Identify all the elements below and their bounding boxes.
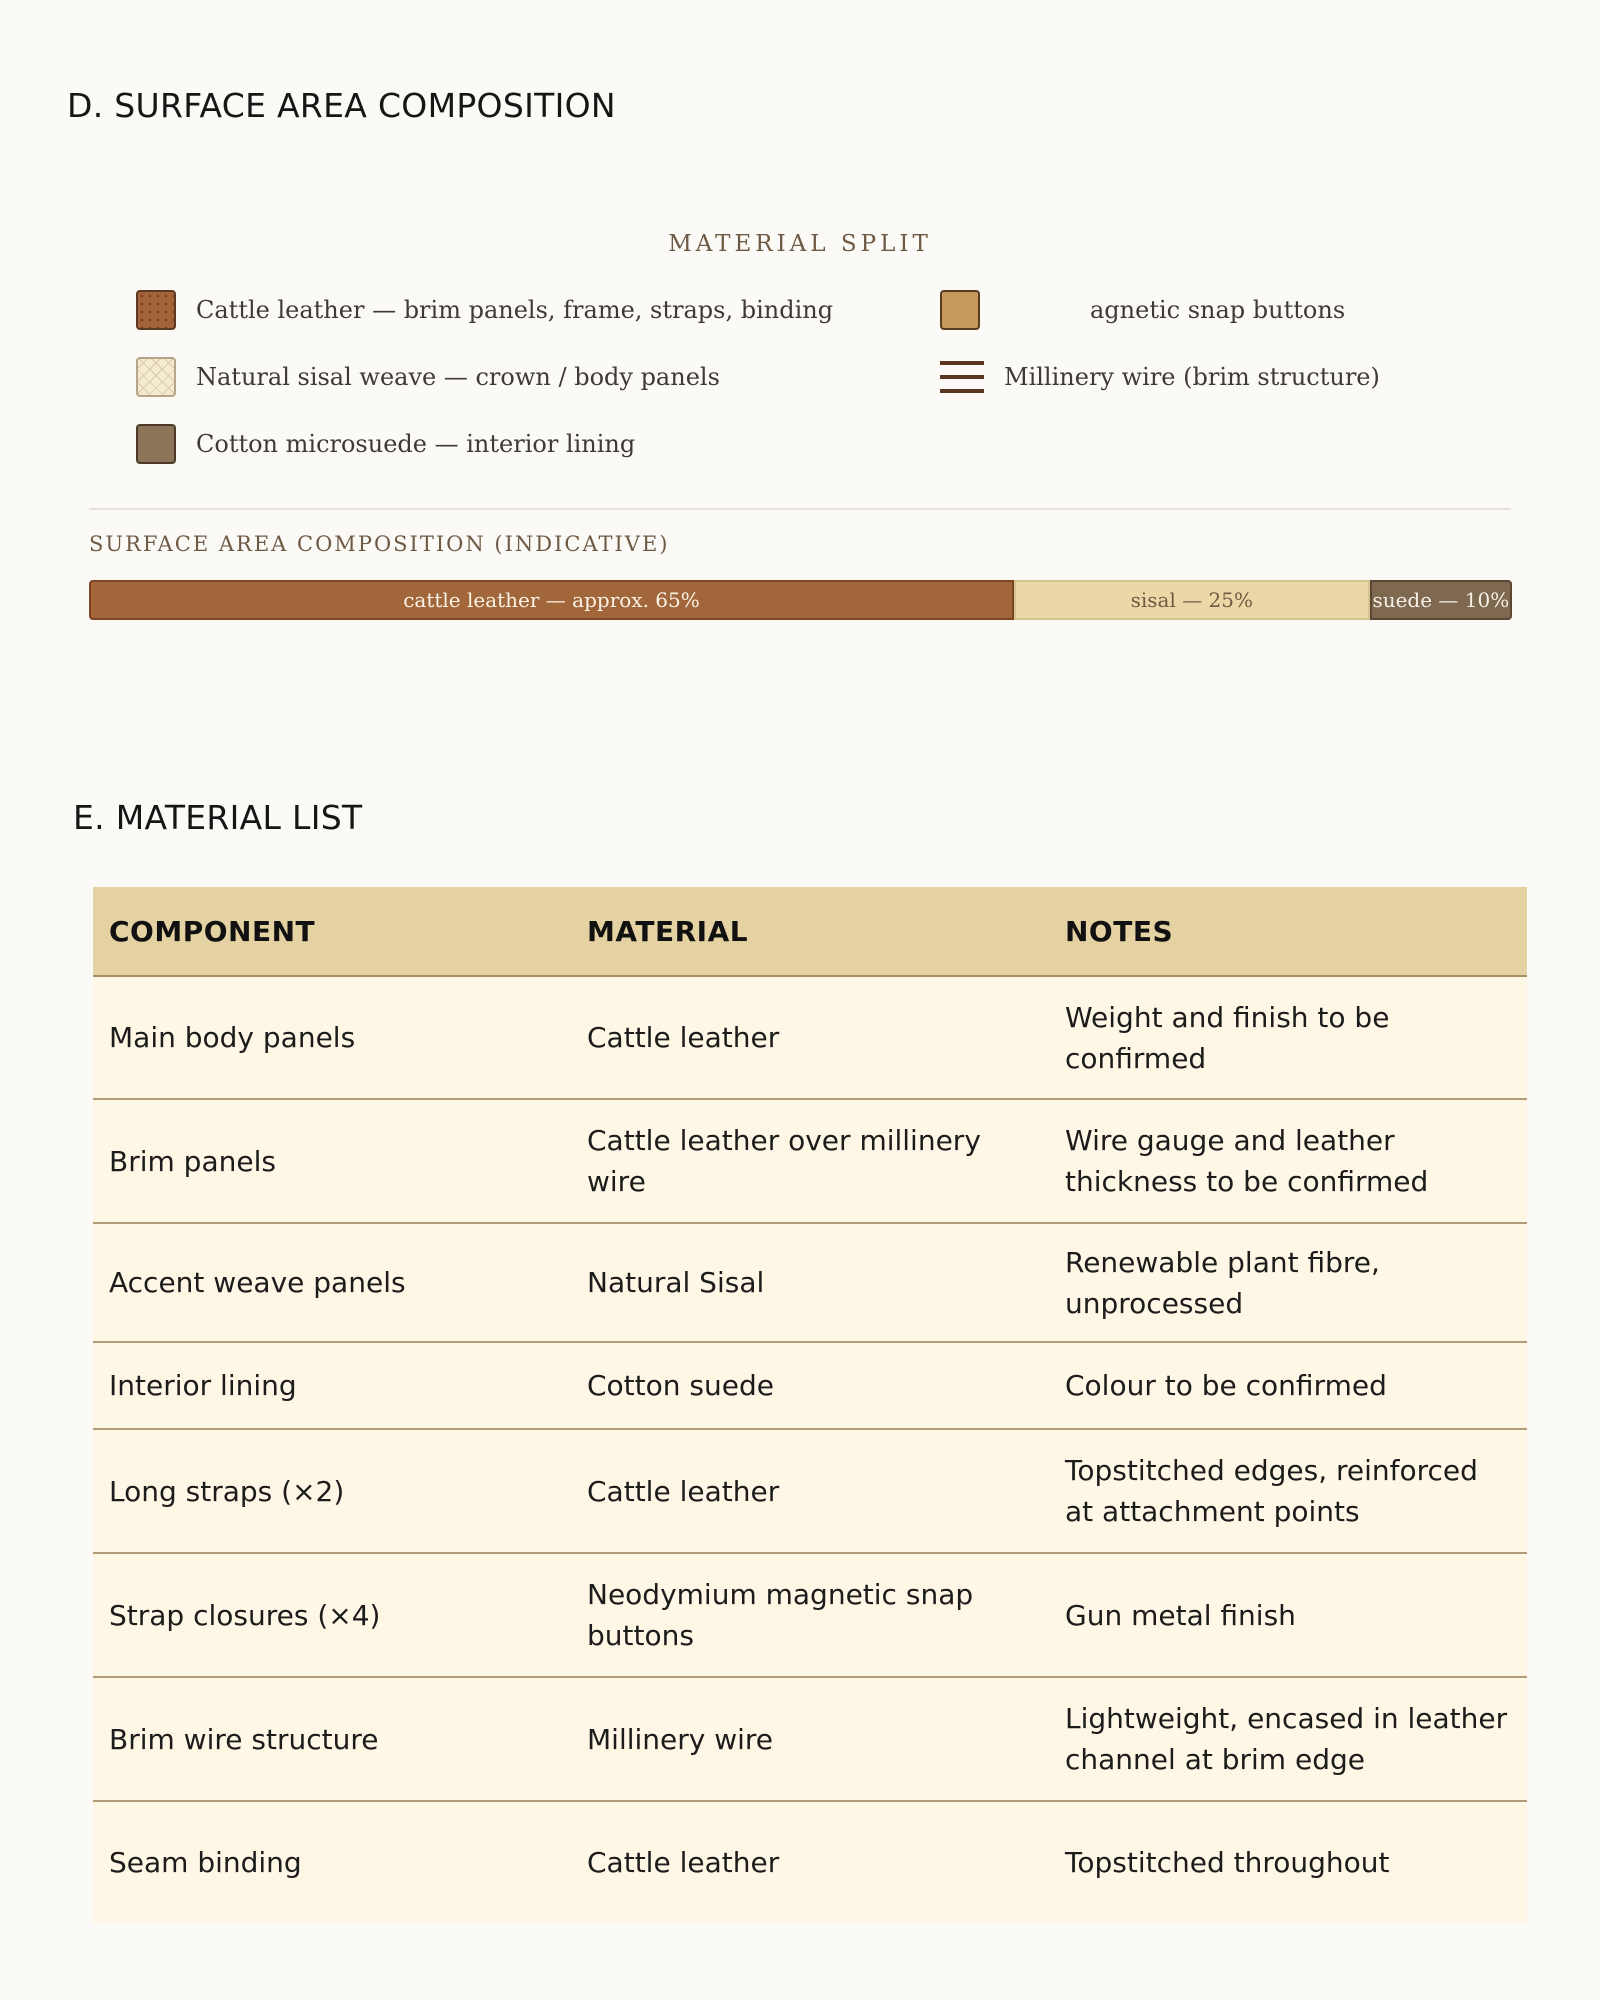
cell-material: Cattle leather <box>571 976 1049 1099</box>
section-d-title: D. SURFACE AREA COMPOSITION <box>67 86 616 125</box>
table-row <box>93 1801 1527 1923</box>
table-row <box>93 1342 1527 1429</box>
cell-component: Accent weave panels <box>93 1223 571 1342</box>
table-header-row <box>93 887 1527 976</box>
composition-segment-leather: cattle leather — approx. 65% <box>89 580 1014 620</box>
cell-notes: Topstitched edges, reinforced at attachment points <box>1049 1429 1527 1553</box>
cell-component: Long straps (×2) <box>93 1429 571 1553</box>
legend-label: agnetic snap buttons <box>1090 296 1346 324</box>
legend-item-cattle-leather <box>136 290 833 330</box>
millinery-wire-lines-icon <box>940 357 984 397</box>
composition-segment-suede: suede — 10% <box>1370 580 1512 620</box>
cell-material: Cattle leather over millinery wire <box>571 1099 1049 1223</box>
legend-label: Cotton microsuede — interior lining <box>196 430 636 458</box>
table-row <box>93 1223 1527 1342</box>
table-row <box>93 976 1527 1099</box>
cell-material: Cattle leather <box>571 1429 1049 1553</box>
cell-component: Interior lining <box>93 1342 571 1429</box>
cell-component: Main body panels <box>93 976 571 1099</box>
header-notes: NOTES <box>1049 887 1527 976</box>
cell-material: Cattle leather <box>571 1801 1049 1923</box>
legend-label: Cattle leather — brim panels, frame, straps, binding <box>196 296 834 324</box>
cell-notes: Weight and finish to be confirmed <box>1049 976 1527 1099</box>
cell-component: Brim panels <box>93 1099 571 1223</box>
cell-notes: Wire gauge and leather thickness to be confirmed <box>1049 1099 1527 1223</box>
cell-notes: Topstitched throughout <box>1049 1801 1527 1923</box>
sisal-weave-swatch-icon <box>136 357 176 397</box>
composition-title: SURFACE AREA COMPOSITION (INDICATIVE) <box>89 532 670 556</box>
legend-divider <box>89 508 1511 510</box>
header-material: MATERIAL <box>571 887 1049 976</box>
composition-bar <box>89 580 1512 620</box>
section-e-title: E. MATERIAL LIST <box>73 798 363 837</box>
header-component: COMPONENT <box>93 887 571 976</box>
cell-material: Cotton suede <box>571 1342 1049 1429</box>
legend-item-sisal <box>136 357 720 397</box>
cattle-leather-swatch-icon <box>136 290 176 330</box>
cell-notes: Colour to be confirmed <box>1049 1342 1527 1429</box>
legend-label: Millinery wire (brim structure) <box>1004 363 1380 391</box>
cell-material: Neodymium magnetic snap buttons <box>571 1553 1049 1677</box>
composition-segment-sisal: sisal — 25% <box>1014 580 1370 620</box>
cell-notes: Gun metal finish <box>1049 1553 1527 1677</box>
cell-component: Brim wire structure <box>93 1677 571 1801</box>
table-row <box>93 1429 1527 1553</box>
snap-button-swatch-icon <box>940 290 980 330</box>
legend-item-snap-buttons <box>940 290 1345 330</box>
legend-item-millinery-wire <box>940 357 1380 397</box>
table-row <box>93 1099 1527 1223</box>
cell-material: Natural Sisal <box>571 1223 1049 1342</box>
material-split-title: MATERIAL SPLIT <box>668 231 932 257</box>
table-row <box>93 1553 1527 1677</box>
legend-label: Natural sisal weave — crown / body panels <box>196 363 720 391</box>
microsuede-swatch-icon <box>136 424 176 464</box>
cell-component: Strap closures (×4) <box>93 1553 571 1677</box>
table-row <box>93 1677 1527 1801</box>
material-list-table <box>93 887 1527 1923</box>
cell-component: Seam binding <box>93 1801 571 1923</box>
cell-notes: Renewable plant fibre, unprocessed <box>1049 1223 1527 1342</box>
cell-notes: Lightweight, encased in leather channel at brim edge <box>1049 1677 1527 1801</box>
legend-item-suede <box>136 424 635 464</box>
cell-material: Millinery wire <box>571 1677 1049 1801</box>
